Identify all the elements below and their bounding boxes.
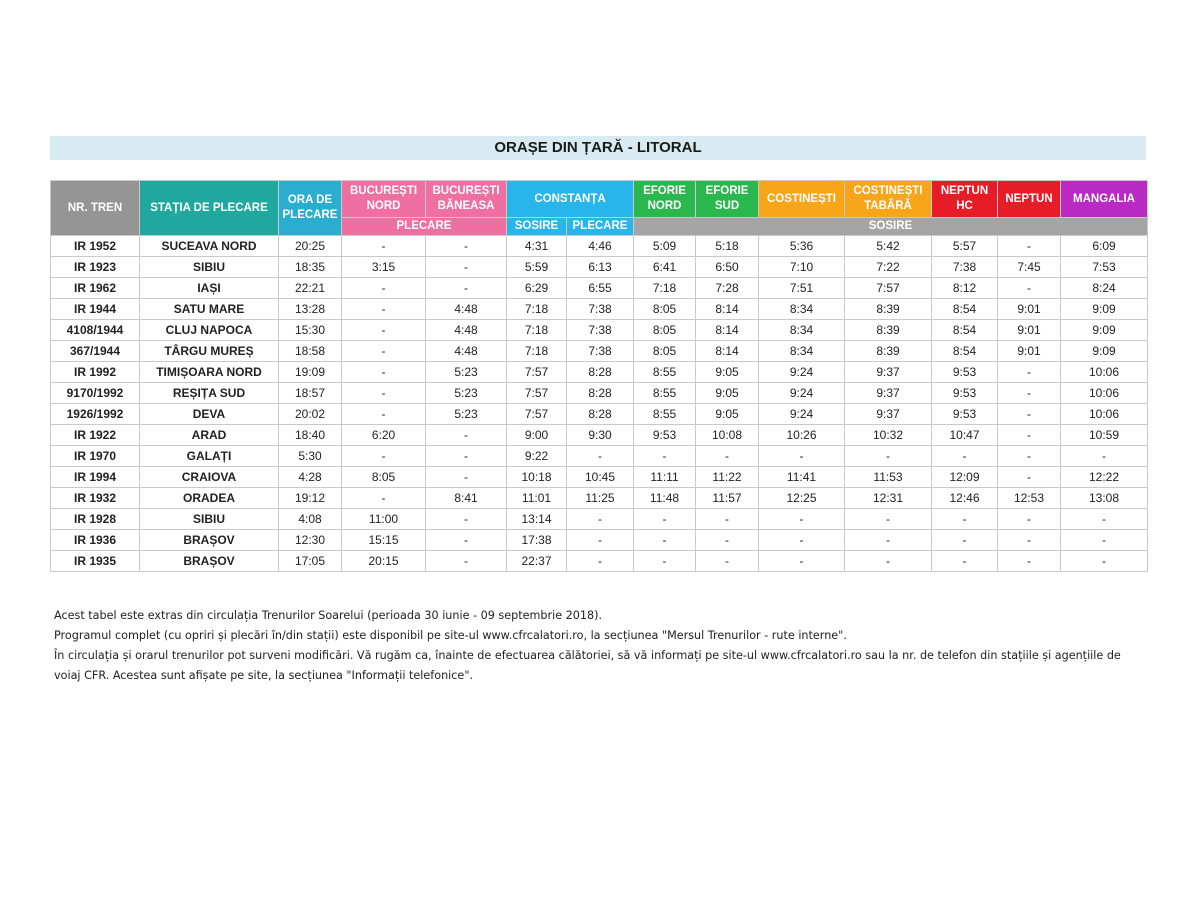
cell-costinesti: - [759, 509, 845, 530]
cell-eforie-nord: 8:05 [634, 299, 696, 320]
header-bucuresti-baneasa: BUCUREȘTI BĂNEASA [426, 181, 507, 218]
cell-mangalia: - [1061, 530, 1148, 551]
cell-constanta-sosire: 9:22 [507, 446, 567, 467]
cell-bucuresti-nord: 11:00 [342, 509, 426, 530]
cell-costinesti-tabara: 8:39 [845, 341, 932, 362]
header-neptun-hc: NEPTUN HC [932, 181, 998, 218]
header-costinesti-tabara: COSTINEȘTI TABĂRĂ [845, 181, 932, 218]
cell-ora-plecare: 19:09 [279, 362, 342, 383]
cell-statia: CLUJ NAPOCA [140, 320, 279, 341]
cell-costinesti: 5:36 [759, 236, 845, 257]
cell-bucuresti-nord: - [342, 278, 426, 299]
cell-constanta-sosire: 13:14 [507, 509, 567, 530]
cell-constanta-plecare: - [567, 509, 634, 530]
cell-neptun-hc: 10:47 [932, 425, 998, 446]
header-nr-tren: NR. TREN [51, 181, 140, 236]
table-row [51, 467, 1148, 488]
header-mangalia: MANGALIA [1061, 181, 1148, 218]
cell-nr-tren: IR 1970 [51, 446, 140, 467]
cell-statia: IAȘI [140, 278, 279, 299]
cell-eforie-sud: 11:57 [696, 488, 759, 509]
table-row [51, 299, 1148, 320]
cell-neptun: - [998, 362, 1061, 383]
cell-constanta-sosire: 4:31 [507, 236, 567, 257]
cell-bucuresti-baneasa: 4:48 [426, 320, 507, 341]
cell-neptun-hc: 9:53 [932, 383, 998, 404]
cell-constanta-sosire: 11:01 [507, 488, 567, 509]
cell-mangalia: 9:09 [1061, 320, 1148, 341]
table-row [51, 278, 1148, 299]
cell-nr-tren: 367/1944 [51, 341, 140, 362]
cell-neptun-hc: 12:46 [932, 488, 998, 509]
cell-eforie-sud: 5:18 [696, 236, 759, 257]
cell-costinesti: 12:25 [759, 488, 845, 509]
cell-bucuresti-nord: - [342, 341, 426, 362]
timetable-body [51, 236, 1148, 572]
cell-ora-plecare: 17:05 [279, 551, 342, 572]
cell-bucuresti-nord: 20:15 [342, 551, 426, 572]
cell-ora-plecare: 22:21 [279, 278, 342, 299]
cell-nr-tren: IR 1994 [51, 467, 140, 488]
cell-bucuresti-nord: 6:20 [342, 425, 426, 446]
cell-bucuresti-baneasa: - [426, 530, 507, 551]
cell-constanta-plecare: - [567, 530, 634, 551]
cell-eforie-sud: - [696, 446, 759, 467]
cell-neptun-hc: 7:38 [932, 257, 998, 278]
cell-neptun: - [998, 404, 1061, 425]
cell-eforie-sud: - [696, 530, 759, 551]
cell-costinesti: 8:34 [759, 299, 845, 320]
cell-bucuresti-baneasa: - [426, 509, 507, 530]
table-row [51, 236, 1148, 257]
cell-neptun-hc: - [932, 551, 998, 572]
cell-mangalia: 9:09 [1061, 341, 1148, 362]
cell-costinesti-tabara: 7:57 [845, 278, 932, 299]
cell-eforie-nord: 8:05 [634, 320, 696, 341]
cell-constanta-sosire: 22:37 [507, 551, 567, 572]
cell-costinesti: 11:41 [759, 467, 845, 488]
cell-eforie-sud: - [696, 551, 759, 572]
cell-constanta-sosire: 17:38 [507, 530, 567, 551]
cell-bucuresti-nord: - [342, 446, 426, 467]
cell-bucuresti-baneasa: - [426, 551, 507, 572]
cell-ora-plecare: 4:28 [279, 467, 342, 488]
cell-bucuresti-nord: 8:05 [342, 467, 426, 488]
cell-constanta-sosire: 7:18 [507, 299, 567, 320]
cell-bucuresti-nord: - [342, 362, 426, 383]
cell-mangalia: 10:59 [1061, 425, 1148, 446]
cell-mangalia: 13:08 [1061, 488, 1148, 509]
cell-eforie-nord: - [634, 509, 696, 530]
cell-ora-plecare: 15:30 [279, 320, 342, 341]
cell-nr-tren: IR 1923 [51, 257, 140, 278]
table-row [51, 383, 1148, 404]
cell-bucuresti-baneasa: - [426, 425, 507, 446]
table-row [51, 509, 1148, 530]
cell-costinesti-tabara: 9:37 [845, 383, 932, 404]
cell-bucuresti-nord: - [342, 404, 426, 425]
cell-costinesti-tabara: - [845, 446, 932, 467]
cell-bucuresti-baneasa: 8:41 [426, 488, 507, 509]
cell-bucuresti-baneasa: - [426, 257, 507, 278]
footnote-line: În circulația și orarul trenurilor pot surveni modificări. Vă rugăm ca, înainte de efectuarea călătoriei, să vă informați pe site-ul www.cfrcalatori.ro sau la nr. de telefon din stațiile și agențiile de voiaj CFR. Acestea sunt afișate pe site, la secțiunea "Informații telefonice". [54, 649, 1121, 682]
cell-statia: CRAIOVA [140, 467, 279, 488]
cell-eforie-sud: 9:05 [696, 362, 759, 383]
cell-constanta-sosire: 7:57 [507, 362, 567, 383]
cell-costinesti-tabara: 11:53 [845, 467, 932, 488]
table-row [51, 404, 1148, 425]
cell-statia: SATU MARE [140, 299, 279, 320]
cell-constanta-sosire: 7:18 [507, 320, 567, 341]
cell-eforie-sud: 8:14 [696, 341, 759, 362]
cell-costinesti-tabara: 5:42 [845, 236, 932, 257]
cell-costinesti-tabara: - [845, 530, 932, 551]
cell-costinesti-tabara: 8:39 [845, 299, 932, 320]
cell-neptun: - [998, 425, 1061, 446]
cell-bucuresti-nord: 15:15 [342, 530, 426, 551]
cell-eforie-nord: - [634, 530, 696, 551]
cell-constanta-plecare: 11:25 [567, 488, 634, 509]
cell-ora-plecare: 18:35 [279, 257, 342, 278]
cell-eforie-sud: 11:22 [696, 467, 759, 488]
cell-constanta-sosire: 9:00 [507, 425, 567, 446]
cell-bucuresti-nord: - [342, 320, 426, 341]
cell-mangalia: 10:06 [1061, 362, 1148, 383]
cell-mangalia: - [1061, 551, 1148, 572]
cell-mangalia: - [1061, 446, 1148, 467]
cell-constanta-plecare: 7:38 [567, 320, 634, 341]
cell-neptun-hc: - [932, 446, 998, 467]
footnote-line: Programul complet (cu opriri și plecări în/din stații) este disponibil pe site-ul www.cfrcalatori.ro, la secțiunea "Mersul Trenurilor - rute interne". [54, 629, 847, 642]
cell-bucuresti-baneasa: - [426, 236, 507, 257]
cell-eforie-nord: 11:11 [634, 467, 696, 488]
table-row [51, 362, 1148, 383]
cell-constanta-sosire: 7:57 [507, 404, 567, 425]
cell-bucuresti-baneasa: - [426, 278, 507, 299]
table-row [51, 488, 1148, 509]
cell-mangalia: 10:06 [1061, 404, 1148, 425]
cell-nr-tren: IR 1952 [51, 236, 140, 257]
cell-neptun-hc: 8:54 [932, 320, 998, 341]
cell-costinesti: - [759, 551, 845, 572]
cell-costinesti-tabara: 9:37 [845, 362, 932, 383]
header-eforie-sud: EFORIE SUD [696, 181, 759, 218]
cell-ora-plecare: 20:02 [279, 404, 342, 425]
cell-costinesti-tabara: 12:31 [845, 488, 932, 509]
cell-ora-plecare: 18:58 [279, 341, 342, 362]
cell-neptun-hc: - [932, 509, 998, 530]
cell-costinesti: - [759, 446, 845, 467]
cell-costinesti-tabara: 9:37 [845, 404, 932, 425]
cell-bucuresti-nord: 3:15 [342, 257, 426, 278]
cell-ora-plecare: 5:30 [279, 446, 342, 467]
cell-statia: SIBIU [140, 257, 279, 278]
cell-costinesti: 9:24 [759, 362, 845, 383]
cell-constanta-sosire: 5:59 [507, 257, 567, 278]
cell-ora-plecare: 18:57 [279, 383, 342, 404]
cell-neptun-hc: 5:57 [932, 236, 998, 257]
cell-statia: TÂRGU MUREȘ [140, 341, 279, 362]
cell-eforie-sud: 10:08 [696, 425, 759, 446]
cell-costinesti: 9:24 [759, 404, 845, 425]
cell-nr-tren: 9170/1992 [51, 383, 140, 404]
cell-eforie-nord: 6:41 [634, 257, 696, 278]
cell-mangalia: - [1061, 509, 1148, 530]
header-constanta-plecare: PLECARE [567, 218, 634, 236]
cell-statia: ORADEA [140, 488, 279, 509]
cell-statia: DEVA [140, 404, 279, 425]
cell-neptun-hc: 12:09 [932, 467, 998, 488]
cell-eforie-sud: 6:50 [696, 257, 759, 278]
cell-eforie-nord: 5:09 [634, 236, 696, 257]
cell-nr-tren: IR 1992 [51, 362, 140, 383]
table-row [51, 257, 1148, 278]
cell-nr-tren: IR 1935 [51, 551, 140, 572]
table-row [51, 551, 1148, 572]
cell-bucuresti-nord: - [342, 299, 426, 320]
footnotes [54, 606, 1144, 686]
header-ora-de-plecare: ORA DE PLECARE [279, 181, 342, 236]
header-eforie-nord: EFORIE NORD [634, 181, 696, 218]
cell-statia: GALAȚI [140, 446, 279, 467]
cell-nr-tren: 1926/1992 [51, 404, 140, 425]
cell-costinesti-tabara: 8:39 [845, 320, 932, 341]
cell-constanta-plecare: 6:55 [567, 278, 634, 299]
table-row [51, 530, 1148, 551]
cell-costinesti-tabara: - [845, 509, 932, 530]
cell-nr-tren: IR 1922 [51, 425, 140, 446]
header-sosire-group: SOSIRE [634, 218, 1148, 236]
cell-neptun: - [998, 446, 1061, 467]
cell-eforie-nord: 7:18 [634, 278, 696, 299]
cell-eforie-sud: 8:14 [696, 299, 759, 320]
cell-statia: TIMIȘOARA NORD [140, 362, 279, 383]
cell-eforie-nord: 8:55 [634, 362, 696, 383]
table-row [51, 425, 1148, 446]
cell-bucuresti-nord: - [342, 488, 426, 509]
cell-costinesti: 8:34 [759, 341, 845, 362]
cell-constanta-plecare: 7:38 [567, 299, 634, 320]
header-bucuresti-nord: BUCUREȘTI NORD [342, 181, 426, 218]
cell-neptun-hc: 9:53 [932, 404, 998, 425]
cell-neptun: 9:01 [998, 320, 1061, 341]
cell-nr-tren: IR 1936 [51, 530, 140, 551]
cell-statia: SIBIU [140, 509, 279, 530]
cell-costinesti: 7:51 [759, 278, 845, 299]
cell-mangalia: 12:22 [1061, 467, 1148, 488]
cell-ora-plecare: 13:28 [279, 299, 342, 320]
cell-eforie-sud: 7:28 [696, 278, 759, 299]
cell-eforie-nord: 9:53 [634, 425, 696, 446]
cell-eforie-nord: 8:05 [634, 341, 696, 362]
header-statia-de-plecare: STAȚIA DE PLECARE [140, 181, 279, 236]
cell-constanta-plecare: 10:45 [567, 467, 634, 488]
cell-eforie-nord: - [634, 551, 696, 572]
cell-ora-plecare: 18:40 [279, 425, 342, 446]
cell-mangalia: 10:06 [1061, 383, 1148, 404]
header-constanta-sosire: SOSIRE [507, 218, 567, 236]
cell-eforie-sud: 9:05 [696, 404, 759, 425]
cell-constanta-plecare: 7:38 [567, 341, 634, 362]
cell-bucuresti-baneasa: 4:48 [426, 299, 507, 320]
cell-costinesti: 7:10 [759, 257, 845, 278]
cell-costinesti: - [759, 530, 845, 551]
cell-statia: BRAȘOV [140, 530, 279, 551]
header-neptun: NEPTUN [998, 181, 1061, 218]
cell-constanta-plecare: - [567, 446, 634, 467]
cell-eforie-sud: - [696, 509, 759, 530]
cell-statia: BRAȘOV [140, 551, 279, 572]
cell-nr-tren: IR 1932 [51, 488, 140, 509]
cell-neptun-hc: 8:54 [932, 341, 998, 362]
cell-neptun: 9:01 [998, 341, 1061, 362]
cell-bucuresti-nord: - [342, 236, 426, 257]
header-plecare-group: PLECARE [342, 218, 507, 236]
cell-constanta-plecare: 8:28 [567, 383, 634, 404]
table-row [51, 320, 1148, 341]
cell-mangalia: 6:09 [1061, 236, 1148, 257]
cell-costinesti-tabara: - [845, 551, 932, 572]
cell-ora-plecare: 4:08 [279, 509, 342, 530]
cell-eforie-nord: 8:55 [634, 383, 696, 404]
header-constanta: CONSTANȚA [507, 181, 634, 218]
cell-costinesti-tabara: 7:22 [845, 257, 932, 278]
cell-costinesti: 10:26 [759, 425, 845, 446]
cell-ora-plecare: 20:25 [279, 236, 342, 257]
cell-nr-tren: IR 1962 [51, 278, 140, 299]
cell-neptun: - [998, 530, 1061, 551]
cell-nr-tren: 4108/1944 [51, 320, 140, 341]
cell-neptun: - [998, 278, 1061, 299]
cell-constanta-sosire: 6:29 [507, 278, 567, 299]
cell-costinesti: 8:34 [759, 320, 845, 341]
cell-statia: REȘIȚA SUD [140, 383, 279, 404]
cell-constanta-plecare: 4:46 [567, 236, 634, 257]
cell-bucuresti-baneasa: 4:48 [426, 341, 507, 362]
page-title: ORAȘE DIN ȚARĂ - LITORAL [50, 136, 1146, 160]
cell-eforie-nord: 11:48 [634, 488, 696, 509]
cell-mangalia: 8:24 [1061, 278, 1148, 299]
cell-constanta-plecare: - [567, 551, 634, 572]
cell-neptun-hc: 9:53 [932, 362, 998, 383]
table-row [51, 341, 1148, 362]
cell-constanta-sosire: 7:18 [507, 341, 567, 362]
cell-neptun: - [998, 383, 1061, 404]
cell-bucuresti-baneasa: 5:23 [426, 383, 507, 404]
cell-constanta-plecare: 8:28 [567, 362, 634, 383]
cell-nr-tren: IR 1928 [51, 509, 140, 530]
cell-eforie-sud: 9:05 [696, 383, 759, 404]
cell-constanta-sosire: 10:18 [507, 467, 567, 488]
cell-neptun: 12:53 [998, 488, 1061, 509]
header-costinesti: COSTINEȘTI [759, 181, 845, 218]
timetable [50, 180, 1148, 572]
cell-neptun-hc: - [932, 530, 998, 551]
cell-constanta-plecare: 8:28 [567, 404, 634, 425]
cell-neptun: - [998, 236, 1061, 257]
cell-neptun: - [998, 551, 1061, 572]
cell-statia: ARAD [140, 425, 279, 446]
cell-statia: SUCEAVA NORD [140, 236, 279, 257]
cell-constanta-sosire: 7:57 [507, 383, 567, 404]
cell-costinesti-tabara: 10:32 [845, 425, 932, 446]
cell-constanta-plecare: 9:30 [567, 425, 634, 446]
cell-ora-plecare: 19:12 [279, 488, 342, 509]
table-row [51, 446, 1148, 467]
cell-costinesti: 9:24 [759, 383, 845, 404]
cell-bucuresti-baneasa: - [426, 467, 507, 488]
cell-neptun-hc: 8:54 [932, 299, 998, 320]
footnote-line: Acest tabel este extras din circulația Trenurilor Soarelui (perioada 30 iunie - 09 septembrie 2018). [54, 609, 603, 622]
cell-bucuresti-baneasa: - [426, 446, 507, 467]
cell-neptun: - [998, 467, 1061, 488]
cell-eforie-nord: 8:55 [634, 404, 696, 425]
cell-bucuresti-baneasa: 5:23 [426, 362, 507, 383]
cell-nr-tren: IR 1944 [51, 299, 140, 320]
cell-eforie-nord: - [634, 446, 696, 467]
cell-bucuresti-nord: - [342, 383, 426, 404]
cell-mangalia: 7:53 [1061, 257, 1148, 278]
cell-constanta-plecare: 6:13 [567, 257, 634, 278]
cell-bucuresti-baneasa: 5:23 [426, 404, 507, 425]
cell-mangalia: 9:09 [1061, 299, 1148, 320]
cell-neptun: - [998, 509, 1061, 530]
cell-neptun-hc: 8:12 [932, 278, 998, 299]
cell-neptun: 9:01 [998, 299, 1061, 320]
cell-ora-plecare: 12:30 [279, 530, 342, 551]
cell-neptun: 7:45 [998, 257, 1061, 278]
cell-eforie-sud: 8:14 [696, 320, 759, 341]
